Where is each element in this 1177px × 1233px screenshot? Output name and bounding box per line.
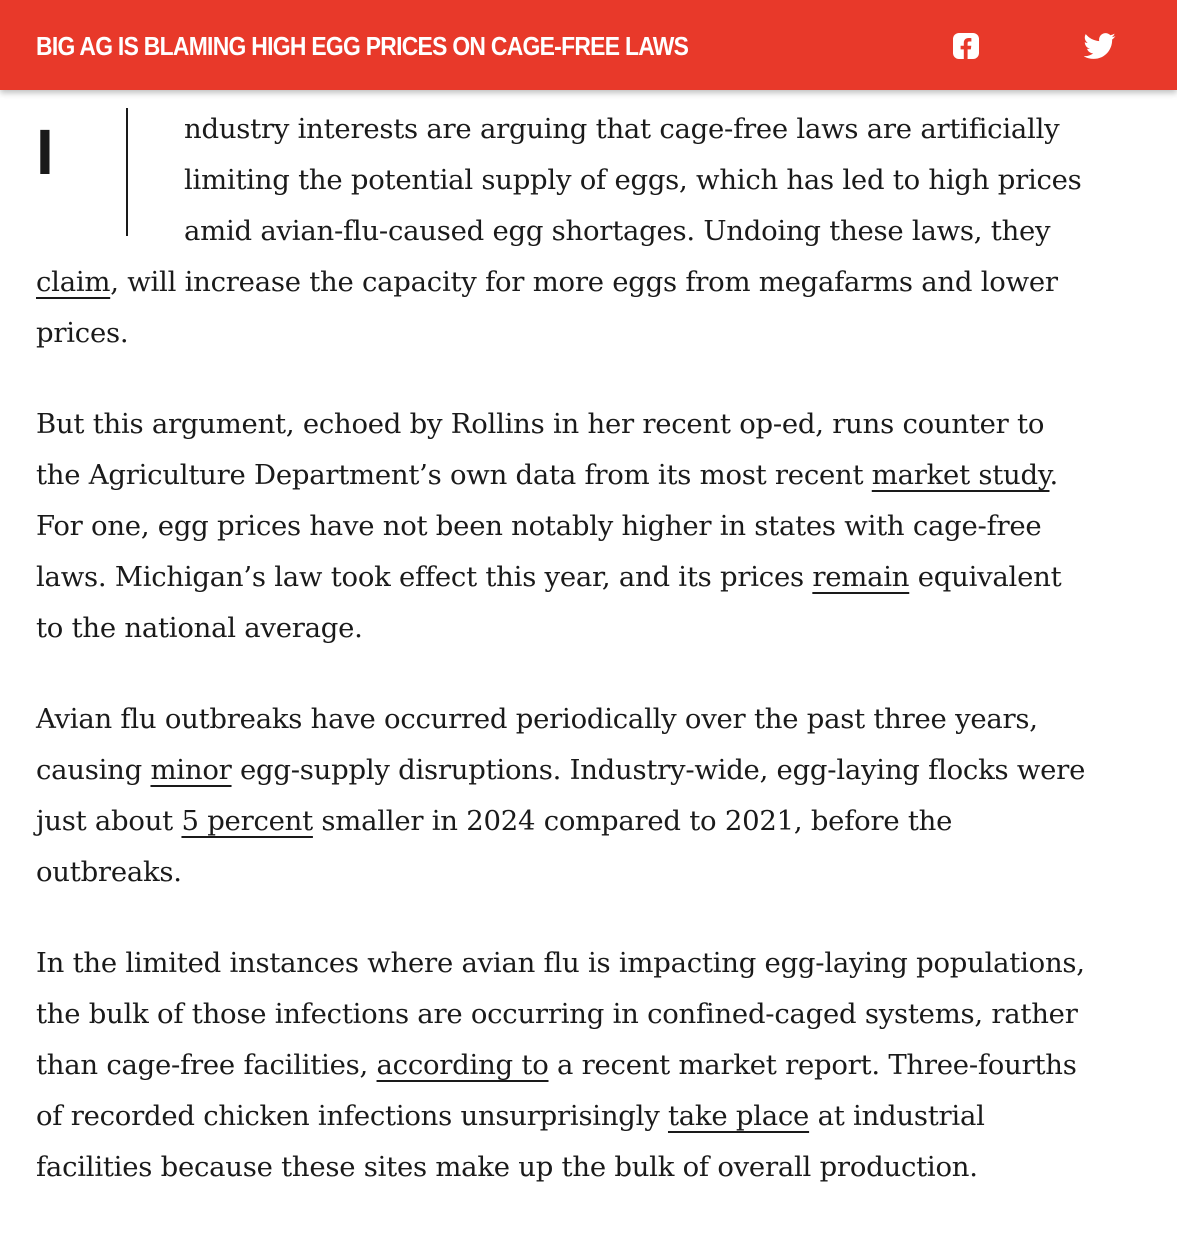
- text-line: ndustry interests are arguing that cage-free laws are artificially: [184, 113, 1060, 145]
- drop-cap-letter: I: [36, 116, 54, 188]
- text-line: In the limited instances where avian flu is impacting egg-laying populations,: [36, 947, 1085, 979]
- text-fragment: equivalent: [909, 561, 1062, 593]
- text-fragment: smaller in 2024 compared to 2021, before the: [312, 805, 953, 837]
- text-line: Avian flu outbreaks have occurred periodically over the past three years,: [36, 703, 1038, 735]
- text-fragment: laws. Michigan’s law took effect this year, and its prices: [36, 561, 813, 593]
- article-header-bar: [0, 0, 1177, 90]
- paragraph-4: [36, 938, 1156, 1193]
- text-line: For one, egg prices have not been notably higher in states with cage-free: [36, 510, 1042, 542]
- link-according-to[interactable]: according to: [376, 1049, 549, 1081]
- link-minor[interactable]: minor: [150, 754, 232, 786]
- paragraph-3: [36, 694, 1156, 898]
- paragraph-1: [36, 104, 1156, 359]
- text-line: [36, 552, 1156, 603]
- text-fragment: of recorded chicken infections unsurprisingly: [36, 1100, 668, 1132]
- text-line: amid avian-flu-caused egg shortages. Undoing these laws, they: [184, 215, 1051, 247]
- text-fragment: a recent market report. Three-fourths: [548, 1049, 1077, 1081]
- twitter-share-button[interactable]: [1084, 30, 1116, 62]
- link-5-percent[interactable]: 5 percent: [181, 805, 313, 837]
- text-line: facilities because these sites make up the bulk of overall production.: [36, 1151, 978, 1183]
- link-take-place[interactable]: take place: [667, 1100, 810, 1132]
- text-line: to the national average.: [36, 612, 363, 644]
- text-line: [36, 1040, 1156, 1091]
- text-line: But this argument, echoed by Rollins in her recent op-ed, runs counter to: [36, 408, 1045, 440]
- article-body: [36, 104, 1156, 1233]
- link-remain[interactable]: remain: [812, 561, 910, 593]
- paragraph-2: [36, 399, 1156, 654]
- text-fragment: egg-supply disruptions. Industry-wide, egg-laying flocks were: [231, 754, 1086, 786]
- facebook-icon: [950, 30, 982, 62]
- link-market-study[interactable]: market study: [871, 459, 1050, 491]
- text-line: [36, 745, 1156, 796]
- text-fragment: than cage-free facilities,: [36, 1049, 377, 1081]
- text-line: [36, 257, 1156, 308]
- link-claim[interactable]: claim: [36, 266, 111, 298]
- text-fragment: , will increase the capacity for more eggs from megafarms and lower: [110, 266, 1058, 298]
- text-fragment: causing: [36, 754, 151, 786]
- text-line: the bulk of those infections are occurring in confined-caged systems, rather: [36, 998, 1078, 1030]
- text-line: prices.: [36, 317, 129, 349]
- text-fragment: just about: [36, 805, 182, 837]
- twitter-icon: [1084, 30, 1116, 62]
- facebook-share-button[interactable]: [950, 30, 982, 62]
- text-fragment: at industrial: [809, 1100, 985, 1132]
- text-line: [36, 450, 1156, 501]
- text-fragment: .: [1049, 459, 1058, 491]
- text-line: outbreaks.: [36, 856, 182, 888]
- text-fragment: the Agriculture Department’s own data from its most recent: [36, 459, 872, 491]
- text-line: [36, 1091, 1156, 1142]
- header-title: BIG AG IS BLAMING HIGH EGG PRICES ON CAGE-FREE LAWS: [36, 31, 689, 61]
- text-line: [36, 796, 1156, 847]
- text-line: limiting the potential supply of eggs, which has led to high prices: [184, 164, 1082, 196]
